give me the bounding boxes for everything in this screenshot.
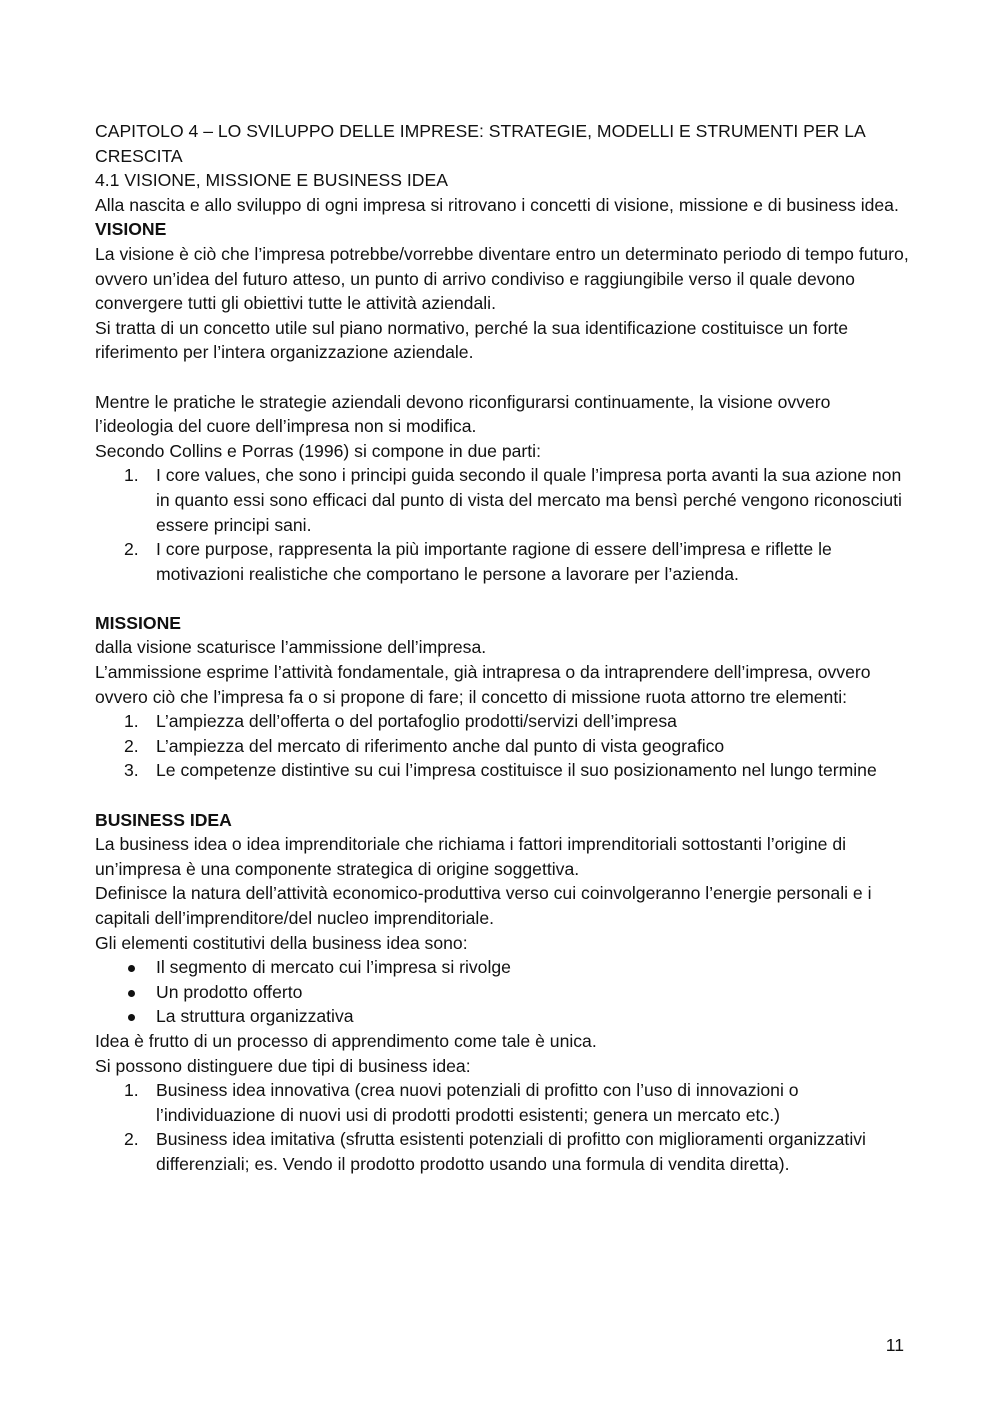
visione-list [95, 463, 910, 586]
missione-list [95, 709, 910, 783]
business-idea-heading: BUSINESS IDEA [95, 809, 232, 830]
list-item [95, 537, 910, 586]
bullet-icon [128, 990, 135, 997]
missione-paragraph-1: dalla visione scaturisce l’ammissione dell’impresa. [95, 637, 487, 658]
list-item-text: Business idea innovativa (crea nuovi potenziali di profitto con l’uso di innovazioni o l’individuazione di nuovi usi di prodotti prodotti esistenti; genera un mercato etc.) [156, 1080, 799, 1125]
list-number: 2. [124, 539, 139, 560]
list-number: 3. [124, 760, 139, 781]
list-item-text: L’ampiezza del mercato di riferimento anche dal punto di vista geografico [156, 735, 725, 756]
visione-paragraph-3: Mentre le pratiche le strategie aziendali devono riconfigurarsi continuamente, la visione ovvero l’ideologia del cuore dell’impresa non si modifica. [95, 391, 831, 437]
list-number: 1. [124, 711, 139, 732]
bullet-text: Un prodotto offerto [156, 981, 303, 1002]
blank-line [95, 586, 910, 611]
section-heading: 4.1 VISIONE, MISSIONE E BUSINESS IDEA [95, 170, 448, 191]
visione-paragraph-2: Si tratta di un concetto utile sul piano normativo, perché la sua identificazione costituisce un forte riferimento per l’intera organizzazione aziendale. [95, 317, 849, 363]
chapter-title: CAPITOLO 4 – LO SVILUPPO DELLE IMPRESE: STRATEGIE, MODELLI E STRUMENTI PER LA CRESCITA [95, 121, 865, 166]
list-item-text: I core values, che sono i principi guida secondo il quale l’impresa porta avanti la sua azione non in quanto essi sono efficaci dal punto di vista del mercato ma bensì perché vengono riconosciuti essere principi sani. [156, 465, 902, 535]
visione-paragraph-4: Secondo Collins e Porras (1996) si compone in due parti: [95, 440, 541, 461]
list-number: 1. [124, 465, 139, 486]
business-idea-paragraph-5: Si possono distinguere due tipi di business idea: [95, 1055, 471, 1076]
business-idea-paragraph-4: Idea è frutto di un processo di apprendimento come tale è unica. [95, 1030, 597, 1051]
page-number: 11 [885, 1335, 904, 1355]
business-idea-list [95, 1078, 910, 1176]
bullet-text: La struttura organizzativa [156, 1006, 354, 1027]
business-idea-paragraph-2: Definisce la natura dell’attività economico-produttiva verso cui coinvolgeranno l’energie personali e i capitali dell’imprenditore/del nucleo imprenditoriale. [95, 883, 872, 928]
list-item [95, 758, 910, 783]
bullet-item [95, 1004, 910, 1029]
list-number: 2. [124, 1129, 139, 1150]
blank-line [95, 365, 910, 390]
list-item-text: L’ampiezza dell’offerta o del portafoglio prodotti/servizi dell’impresa [156, 711, 677, 732]
list-item-text: Business idea imitativa (sfrutta esistenti potenziali di profitto con miglioramenti organizzativi differenziali; es. Vendo il prodotto prodotto usando una formula di vendita diretta). [156, 1129, 866, 1174]
business-idea-bullets [95, 955, 910, 1029]
missione-heading: MISSIONE [95, 612, 182, 633]
list-item [95, 709, 910, 734]
bullet-icon [128, 1014, 135, 1021]
business-idea-paragraph-1: La business idea o idea imprenditoriale che richiama i fattori imprenditoriali sottostanti l’origine di un’impresa è una componente strategica di origine soggettiva. [95, 834, 847, 879]
bullet-item [95, 980, 910, 1005]
list-number: 2. [124, 735, 139, 756]
list-item-text: Le competenze distintive su cui l’impresa costituisce il suo posizionamento nel lungo termine [156, 760, 877, 781]
business-idea-paragraph-3: Gli elementi costitutivi della business idea sono: [95, 932, 468, 953]
document-body [95, 119, 910, 1177]
list-item [95, 1127, 910, 1176]
missione-paragraph-2: L’ammissione esprime l’attività fondamentale, già intrapresa o da intraprendere dell’impresa, ovvero ovvero ciò che l’impresa fa o si propone di fare; il concetto di missione ruota attorno tre elementi: [95, 662, 871, 707]
bullet-item [95, 955, 910, 980]
blank-line [95, 783, 910, 808]
list-item [95, 1078, 910, 1127]
bullet-icon [128, 965, 135, 972]
list-item-text: I core purpose, rappresenta la più importante ragione di essere dell’impresa e riflette le motivazioni realistiche che comportano le persone a lavorare per l’azienda. [156, 539, 832, 584]
visione-paragraph-1: La visione è ciò che l’impresa potrebbe/vorrebbe diventare entro un determinato periodo di tempo futuro, ovvero un’idea del futuro atteso, un punto di arrivo condiviso e raggiungibile verso il quale devono convergere tutti gli obiettivi tutte le attività aziendali. [95, 243, 909, 314]
bullet-text: Il segmento di mercato cui l’impresa si rivolge [156, 957, 511, 978]
list-number: 1. [124, 1080, 139, 1101]
list-item [95, 463, 910, 537]
visione-heading: VISIONE [95, 219, 167, 240]
intro-paragraph: Alla nascita e allo sviluppo di ogni impresa si ritrovano i concetti di visione, missione e di business idea. [95, 194, 899, 215]
list-item [95, 734, 910, 759]
